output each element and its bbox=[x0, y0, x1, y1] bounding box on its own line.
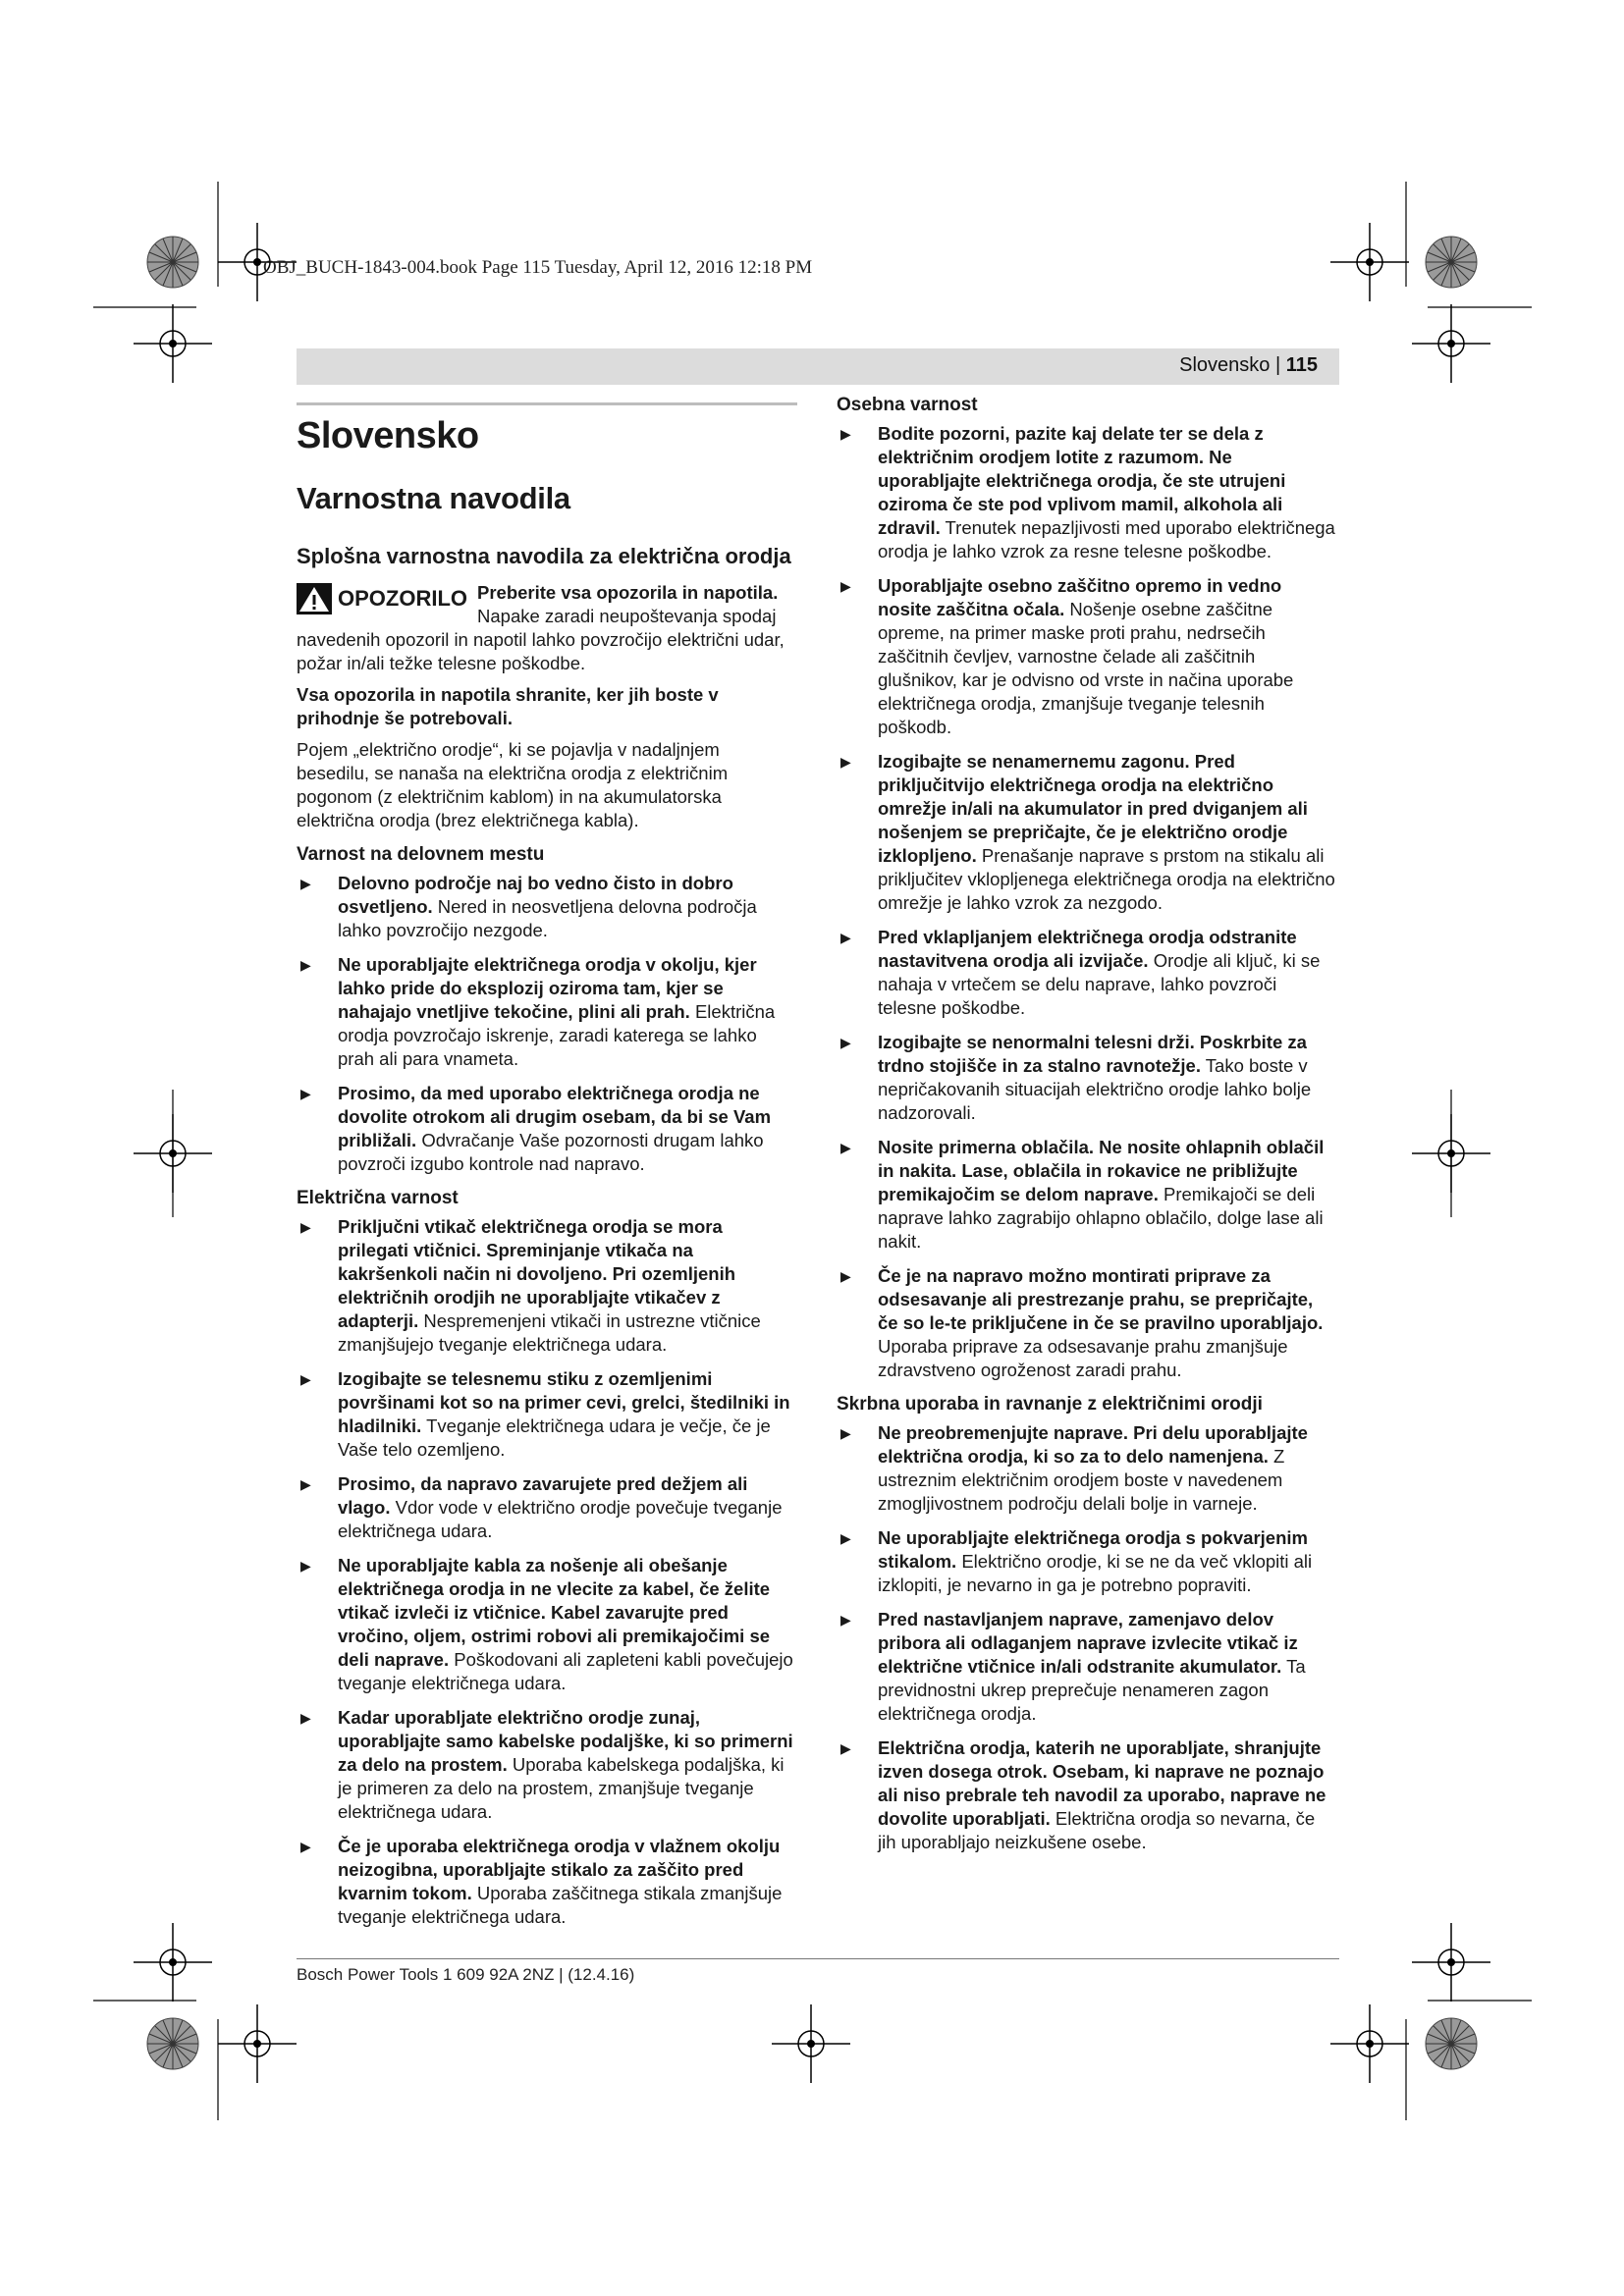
bullet-arrow-icon: ▶ bbox=[300, 1219, 311, 1235]
section-heading-personal: Osebna varnost bbox=[837, 395, 978, 415]
bullet-arrow-icon: ▶ bbox=[840, 1035, 851, 1050]
warning-bold: Preberite vsa opozorila in napotila. bbox=[477, 582, 779, 603]
page-title: Slovensko bbox=[297, 415, 479, 456]
section-heading-electrical: Električna varnost bbox=[297, 1188, 459, 1208]
keep-note: Vsa opozorila in napotila shranite, ker jih boste v prihodnje še potrebovali. bbox=[297, 684, 719, 728]
list-item: ▶ Električna orodja, katerih ne uporabljate, shranjujte izven dosega otrok. Osebam, ki naprave ne poznajo ali niso prebrale teh navodil za uporabo, naprave ne dovolite uporabljati. Električna orodja so nevarna, če jih uporabljajo neizkušene osebe. bbox=[840, 1737, 1326, 1852]
bullet-arrow-icon: ▶ bbox=[300, 1710, 311, 1726]
list-item: ▶ Ne uporabljajte kabla za nošenje ali obešanje električnega orodja in ne vlecite za kabel, če želite vtikač izvleči iz vtičnice. Kabel zavarujte pred vročino, oljem, ostrimi robovi ali premikajočimi se deli naprave. Poškodovani ali zapleteni kabli povečujejo tveganje električnega udara. bbox=[300, 1555, 793, 1693]
warning-text: Napake zaradi neupoštevanja spodaj navedenih opozoril in napotil lahko povzročijo električni udar, požar in/ali težke telesne poškodbe. bbox=[297, 606, 785, 673]
page-number: 115 bbox=[1285, 354, 1318, 376]
page-header-band bbox=[297, 348, 1339, 385]
list-item: ▶ Ne uporabljajte električnega orodja s pokvarjenim stikalom. Električno orodje, ki se ne da več vklopiti ali izklopiti, je nevarno in ga je potrebno popraviti. bbox=[840, 1527, 1313, 1595]
print-header: OBJ_BUCH-1843-004.book Page 115 Tuesday, April 12, 2016 12:18 PM bbox=[263, 257, 813, 278]
list-item: ▶ Če je na napravo možno montirati priprave za odsesavanje ali prestrezanje prahu, se prepričajte, če so le-te priključene in če se pravilno uporabljajo. Uporaba priprave za odsesavanje prahu zmanjšuje zdravstveno ogroženost zaradi prahu. bbox=[840, 1265, 1324, 1380]
bullet-arrow-icon: ▶ bbox=[840, 930, 851, 945]
bullet-arrow-icon: ▶ bbox=[840, 754, 851, 770]
bullet-arrow-icon: ▶ bbox=[840, 578, 851, 594]
bullet-arrow-icon: ▶ bbox=[300, 1476, 311, 1492]
page-header bbox=[1179, 354, 1318, 377]
list-item: ▶ Bodite pozorni, pazite kaj delate ter se dela z električnim orodjem lotite z razumom. Ne uporabljajte električnega orodja, če ste utrujeni oziroma če ste pod vplivom mamil, alkohola ali zdravil. Trenutek nepazljivosti med uporabo električnega orodja je lahko vzrok za resne telesne poškodbe. bbox=[840, 423, 1335, 561]
bullet-arrow-icon: ▶ bbox=[840, 1530, 851, 1546]
page-header-separator: | bbox=[1274, 354, 1281, 376]
list-item: ▶ Prosimo, da med uporabo električnega orodja ne dovolite otrokom ali drugim osebam, da bi se Vam približali. Odvračanje Vaše pozornosti drugam lahko povzroči izgubo kontrole nad napravo. bbox=[300, 1083, 772, 1174]
tool-use-list bbox=[837, 1421, 1337, 1854]
bullet-arrow-icon: ▶ bbox=[300, 1558, 311, 1574]
list-item: ▶ Izogibajte se nenamernemu zagonu. Pred priključitvijo električnega orodja na električno omrežje in/ali na akumulator in pred dviganjem ali nošenjem se prepričajte, če je električno orodje izklopljeno. Prenašanje naprave s prstom na stikalu ali priključitev vklopljenega električnega orodja na električno omrežje je lahko vzrok za nezgodo. bbox=[840, 751, 1335, 913]
list-item: ▶ Delovno področje naj bo vedno čisto in dobro osvetljeno. Nered in neosvetljena delovna področja lahko povzročijo nezgode. bbox=[300, 873, 757, 940]
right-column bbox=[837, 395, 1337, 1865]
bullet-arrow-icon: ▶ bbox=[840, 1268, 851, 1284]
list-item: ▶ Kadar uporabljate električno orodje zunaj, uporabljajte samo kabelske podaljške, ki so primerni za delo na prostem. Uporaba kabelskega podaljška, ki je primeren za delo na prostem, zmanjšuje tveganje električnega udara. bbox=[300, 1707, 793, 1822]
list-item: ▶ Uporabljajte osebno zaščitno opremo in vedno nosite zaščitna očala. Nošenje osebne zaščitne opreme, na primer maske proti prahu, nedrsečih zaščitnih čevljev, varnostne čelade ali zaščitnih glušnikov, kar je odvisno od vrste in načina uporabe električnega orodja, zmanjšuje tveganje telesnih poškodb. bbox=[840, 575, 1294, 737]
list-item: ▶ Če je uporaba električnega orodja v vlažnem okolju neizogibna, uporabljajte stikalo za zaščito pred kvarnim tokom. Uporaba zaščitnega stikala zmanjšuje tveganje električnega udara. bbox=[300, 1836, 783, 1927]
list-item: ▶ Ne preobremenjujte naprave. Pri delu uporabljajte električna orodja, ki so za to delo namenjena. Z ustreznim električnim orodjem boste v navedenem zmogljivostnem področju delali bolje in varneje. bbox=[840, 1422, 1308, 1514]
electrical-list bbox=[297, 1215, 797, 1929]
bullet-arrow-icon: ▶ bbox=[300, 1371, 311, 1387]
page-subtitle: Varnostna navodila bbox=[297, 481, 570, 515]
list-item: ▶ Prosimo, da napravo zavarujete pred dežjem ali vlago. Vdor vode v električno orodje povečuje tveganje električnega udara. bbox=[300, 1473, 783, 1541]
section-heading-tool-use: Skrbna uporaba in ravnanje z električnimi orodji bbox=[837, 1394, 1263, 1415]
list-item: ▶ Priključni vtikač električnega orodja se mora prilegati vtičnici. Spreminjanje vtikača na kakršenkoli način ni dovoljeno. Pri ozemljenih električnih orodjih ne uporabljajte vtikačev z adapterji. Nespremenjeni vtikači in ustrezne vtičnice zmanjšujejo tveganje električnega udara. bbox=[300, 1216, 761, 1355]
warning-icon bbox=[297, 583, 332, 614]
bullet-arrow-icon: ▶ bbox=[840, 1740, 851, 1756]
warning-block bbox=[297, 581, 797, 675]
list-item: ▶ Ne uporabljajte električnega orodja v okolju, kjer lahko pride do eksplozij oziroma tam, kjer se nahajajo vnetljive tekočine, plini ali prah. Električna orodja povzročajo iskrenje, zaradi katerega se lahko prah ali para vnameta. bbox=[300, 954, 776, 1069]
warning-badge bbox=[297, 583, 467, 614]
page-footer: Bosch Power Tools 1 609 92A 2NZ | (12.4.16) bbox=[297, 1965, 635, 1984]
bullet-arrow-icon: ▶ bbox=[300, 876, 311, 891]
list-item: ▶ Izogibajte se telesnemu stiku z ozemljenimi površinami kot so na primer cevi, grelci, štedilniki in hladilniki. Tveganje električnega udara je večje, če je Vaše telo ozemljeno. bbox=[300, 1368, 790, 1460]
personal-list bbox=[837, 422, 1337, 1382]
list-item: ▶ Izogibajte se nenormalni telesni drži. Poskrbite za trdno stojišče in za stalno ravnotežje. Tako boste v nepričakovanih situacijah električno orodje lahko bolje nadzorovali. bbox=[840, 1032, 1312, 1123]
left-column bbox=[297, 395, 797, 1940]
section-heading-workplace: Varnost na delovnem mestu bbox=[297, 844, 545, 865]
footer-rule bbox=[297, 1958, 1339, 1959]
term-note: Pojem „električno orodje“, ki se pojavlja v nadaljnjem besedilu, se nanaša na električna orodja z električnim pogonom (z električnim kablom) in na akumulatorska električna orodja (brez električnega kabla). bbox=[297, 739, 729, 830]
bullet-arrow-icon: ▶ bbox=[840, 426, 851, 442]
general-heading: Splošna varnostna navodila za električna orodja bbox=[297, 544, 791, 568]
list-item: ▶ Pred nastavljanjem naprave, zamenjavo delov pribora ali odlaganjem naprave izvlecite vtikač iz električne vtičnice in/ali odstranite akumulator. Ta previdnostni ukrep preprečuje nenameren zagon električnega orodja. bbox=[840, 1609, 1306, 1724]
workplace-list bbox=[297, 872, 797, 1176]
list-item: ▶ Pred vklapljanjem električnega orodja odstranite nastavitvena orodja ali izvijače. Orodje ali ključ, ki se nahaja v vrtečem se delu naprave, lahko povzroči telesne poškodbe. bbox=[840, 927, 1321, 1018]
bullet-arrow-icon: ▶ bbox=[840, 1425, 851, 1441]
bullet-arrow-icon: ▶ bbox=[840, 1612, 851, 1628]
bullet-arrow-icon: ▶ bbox=[300, 957, 311, 973]
warning-label: OPOZORILO bbox=[338, 586, 467, 611]
list-item: ▶ Nosite primerna oblačila. Ne nosite ohlapnih oblačil in nakita. Lase, oblačila in rokavice ne približujte premikajočim se delom naprave. Premikajoči se deli naprave lahko zagrabijo ohlapno oblačilo, dolge lase ali nakit. bbox=[840, 1137, 1325, 1252]
title-rule bbox=[297, 402, 797, 405]
bullet-arrow-icon: ▶ bbox=[840, 1140, 851, 1155]
bullet-arrow-icon: ▶ bbox=[300, 1839, 311, 1854]
page-header-section: Slovensko bbox=[1179, 354, 1271, 376]
bullet-arrow-icon: ▶ bbox=[300, 1086, 311, 1101]
